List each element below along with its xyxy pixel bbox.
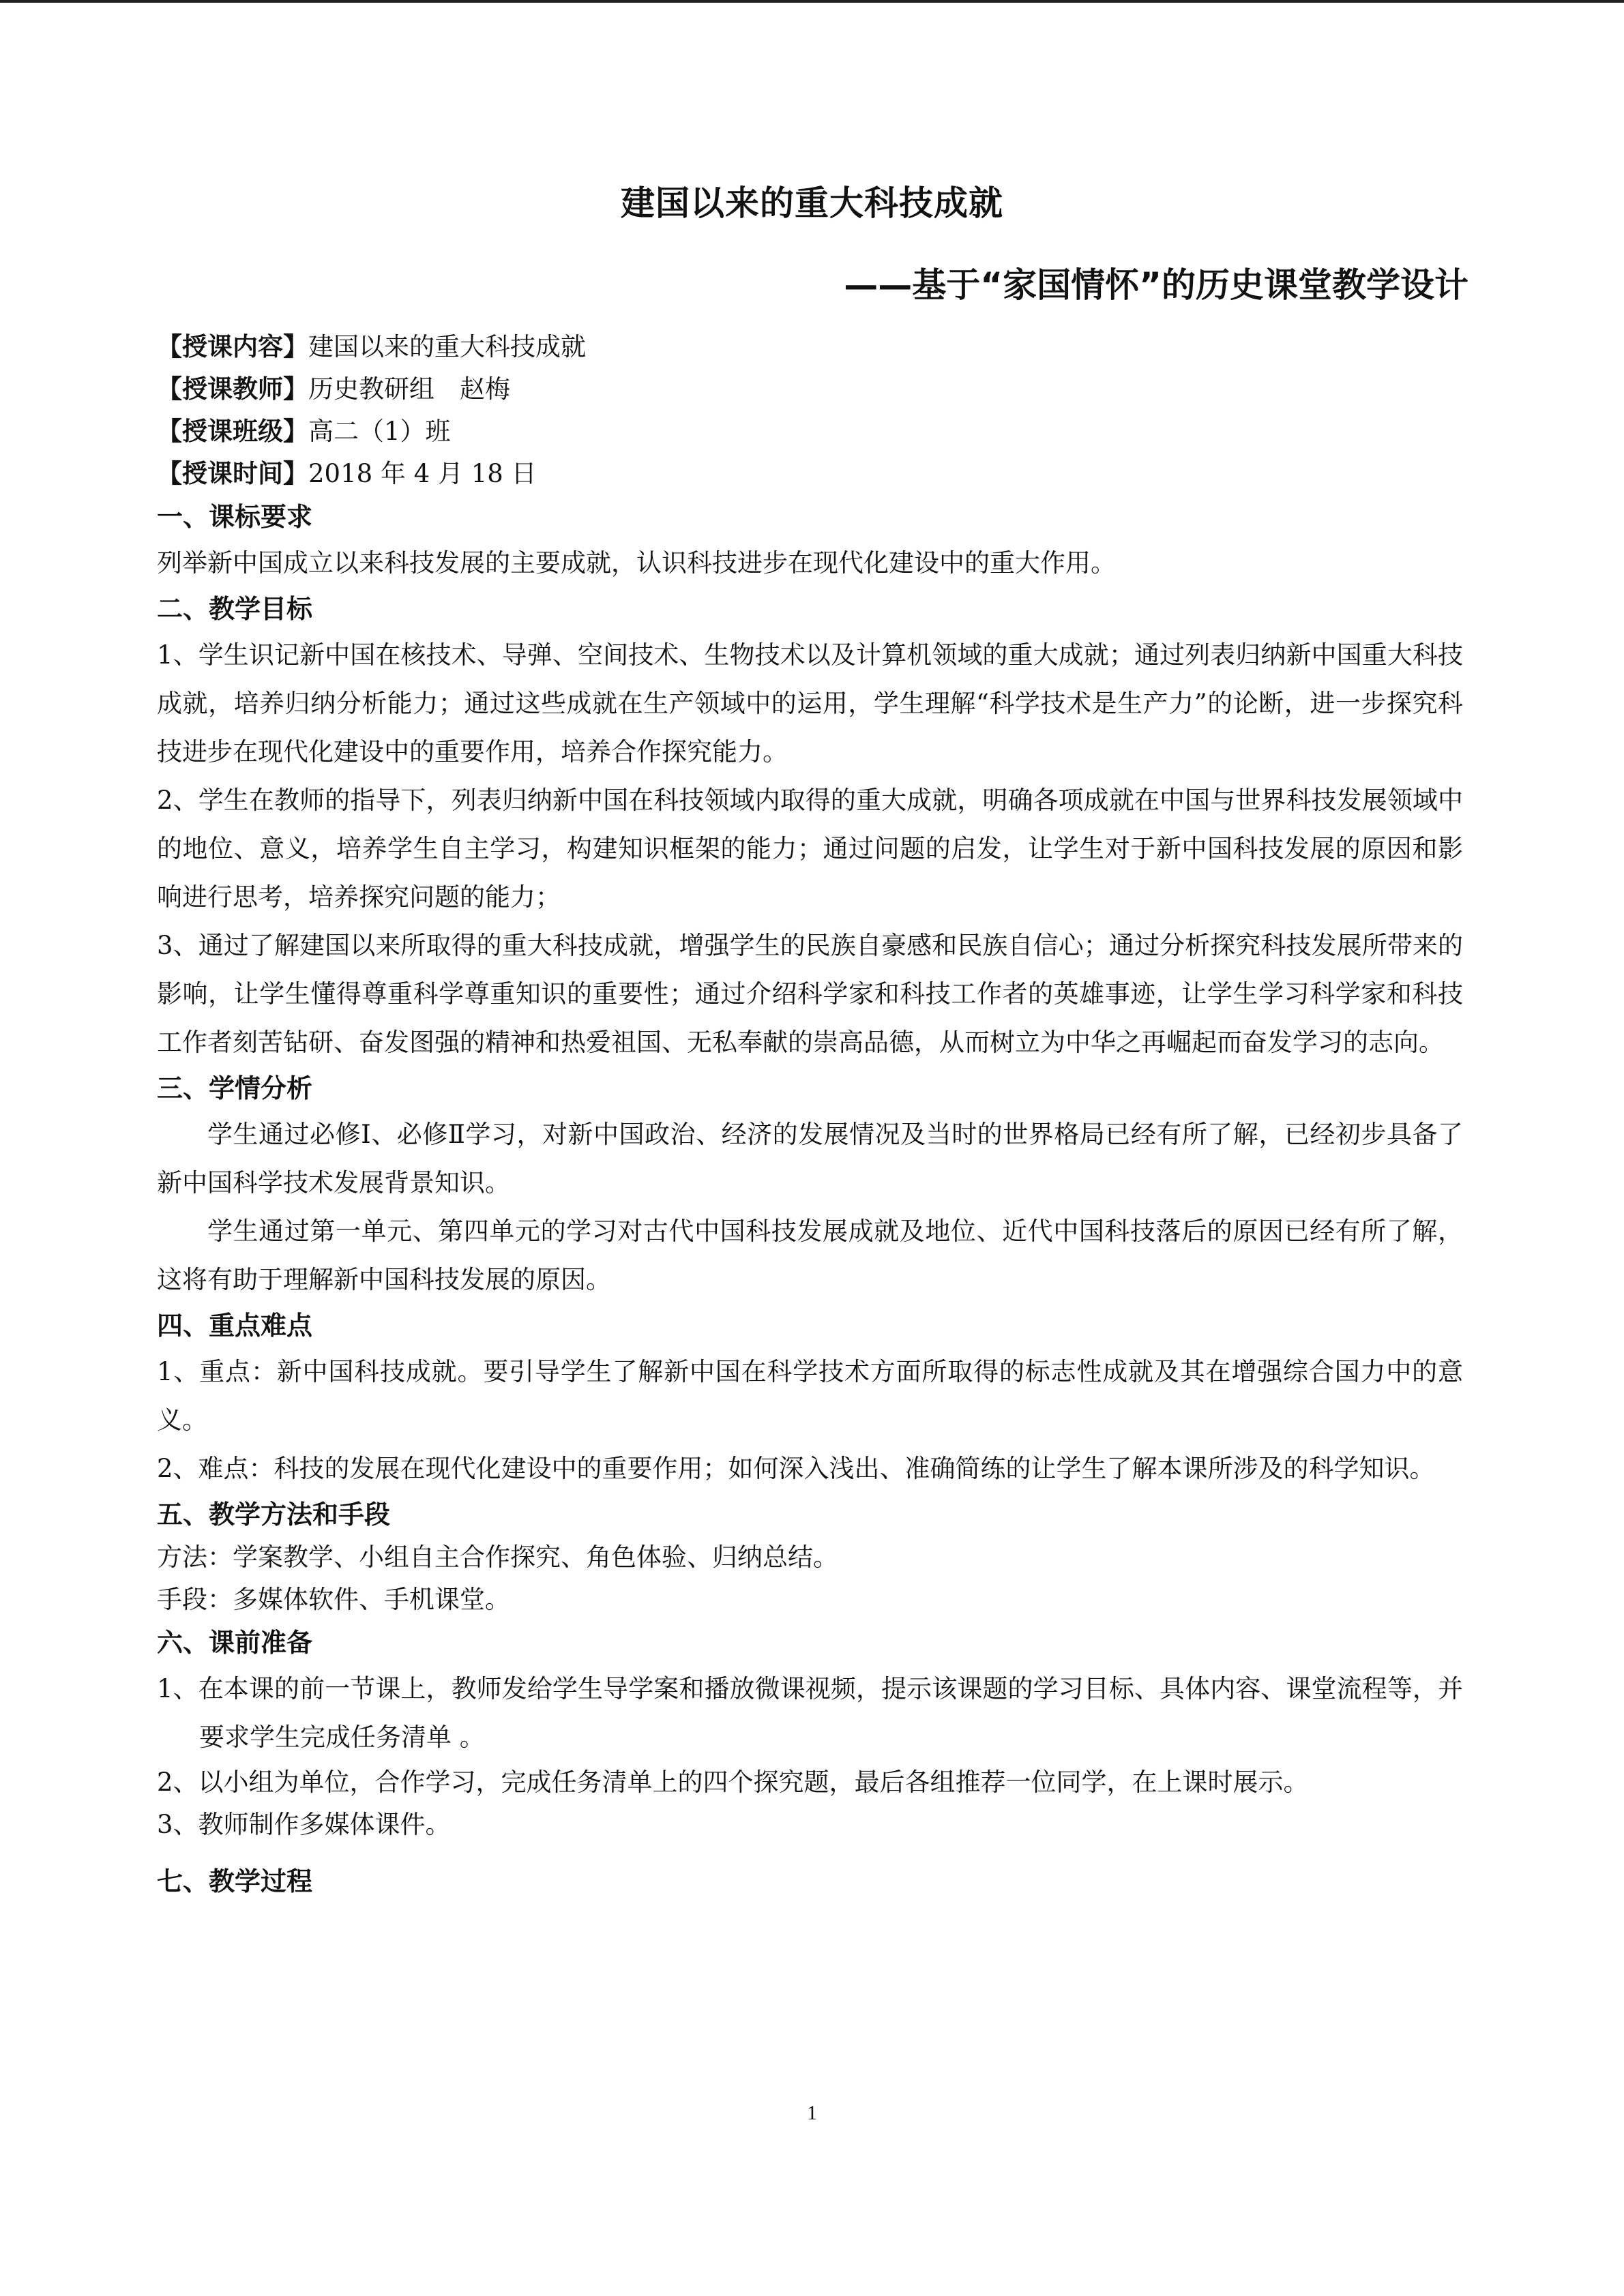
- meta-value: 高二（1）班: [308, 417, 451, 446]
- section-heading-standards: 一、课标要求: [157, 502, 313, 532]
- standards-text: 列举新中国成立以来科技发展的主要成就，认识科技进步在现代化建设中的重大作用。: [157, 548, 1116, 578]
- meta-key: 【授课教师】: [157, 374, 308, 404]
- difficulty-paragraph: 2、难点：科技的发展在现代化建设中的重要作用；如何深入浅出、准确简练的让学生了解本课所涉及的科学知识。: [157, 1454, 1435, 1483]
- section-heading-objectives: 二、教学目标: [157, 594, 313, 624]
- meta-time: [157, 453, 1463, 495]
- objective-paragraph-2: 2、学生在教师的指导下，列表归纳新中国在科技领域内取得的重大成就，明确各项成就在中国与世界科技发展领域中的地位、意义，培养学生自主学习，构建知识框架的能力；通过问题的启发，让学生对于新中国科技发展的原因和影响进行思考，培养探究问题的能力；: [157, 786, 1463, 912]
- objective-paragraph-1: 1、学生识记新中国在核技术、导弹、空间技术、生物技术以及计算机领域的重大成就；通过列表归纳新中国重大科技成就，培养归纳分析能力；通过这些成就在生产领域中的运用，学生理解“科学技术是生产力”的论断，进一步探究科技进步在现代化建设中的重要作用，培养合作探究能力。: [157, 640, 1463, 766]
- learner-analysis-paragraph-1: 学生通过必修Ⅰ、必修Ⅱ学习，对新中国政治、经济的发展情况及当时的世界格局已经有所了解，已经初步具备了新中国科学技术发展背景知识。: [157, 1120, 1463, 1197]
- meta-value: 2018 年 4 月 18 日: [308, 459, 537, 488]
- meta-teacher: [157, 368, 1463, 411]
- meta-key: 【授课时间】: [157, 459, 308, 488]
- objective-paragraph-3: 3、通过了解建国以来所取得的重大科技成就，增强学生的民族自豪感和民族自信心；通过分析探究科技发展所带来的影响，让学生懂得尊重科学尊重知识的重要性；通过介绍科学家和科技工作者的英雄事迹，让学生学习科学家和科技工作者刻苦钻研、奋发图强的精神和热爱祖国、无私奉献的崇高品德，从而树立为中华之再崛起而奋发学习的志向。: [157, 931, 1463, 1057]
- meta-key: 【授课班级】: [157, 417, 308, 446]
- page-top-border: [0, 0, 1624, 3]
- key-point-paragraph: 1、重点：新中国科技成就。要引导学生了解新中国在科学技术方面所取得的标志性成就及其在增强综合国力中的意义。: [157, 1357, 1463, 1435]
- preparation-item-1: 1、在本课的前一节课上，教师发给学生导学案和播放微课视频，提示该课题的学习目标、具体内容、课堂流程等，并要求学生完成任务清单 。: [157, 1674, 1463, 1752]
- meta-course-content: [157, 326, 1463, 368]
- preparation-item-3: 3、教师制作多媒体课件。: [157, 1810, 451, 1839]
- means-text: 手段：多媒体软件、手机课堂。: [157, 1585, 510, 1614]
- page-number: 1: [807, 2102, 817, 2124]
- learner-analysis-paragraph-2: 学生通过第一单元、第四单元的学习对古代中国科技发展成就及地位、近代中国科技落后的原因已经有所了解，这将有助于理解新中国科技发展的原因。: [157, 1217, 1463, 1294]
- meta-value: 历史教研组 赵梅: [308, 374, 510, 404]
- document-title: 建国以来的重大科技成就: [621, 183, 1003, 223]
- section-heading-learner-analysis: 三、学情分析: [157, 1073, 313, 1103]
- meta-value: 建国以来的重大科技成就: [308, 332, 586, 361]
- section-heading-teaching-process: 七、教学过程: [157, 1866, 313, 1896]
- meta-key: 【授课内容】: [157, 332, 308, 361]
- preparation-item-2: 2、以小组为单位，合作学习，完成任务清单上的四个探究题，最后各组推荐一位同学，在上课时展示。: [157, 1768, 1309, 1797]
- section-heading-methods: 五、教学方法和手段: [157, 1500, 391, 1530]
- section-heading-preparation: 六、课前准备: [157, 1628, 313, 1658]
- meta-class: [157, 411, 1463, 453]
- section-heading-key-points: 四、重点难点: [157, 1311, 313, 1341]
- methods-text: 方法：学案教学、小组自主合作探究、角色体验、归纳总结。: [157, 1542, 838, 1572]
- document-body: [157, 326, 1463, 1903]
- document-subtitle: ——基于“家国情怀”的历史课堂教学设计: [844, 265, 1468, 305]
